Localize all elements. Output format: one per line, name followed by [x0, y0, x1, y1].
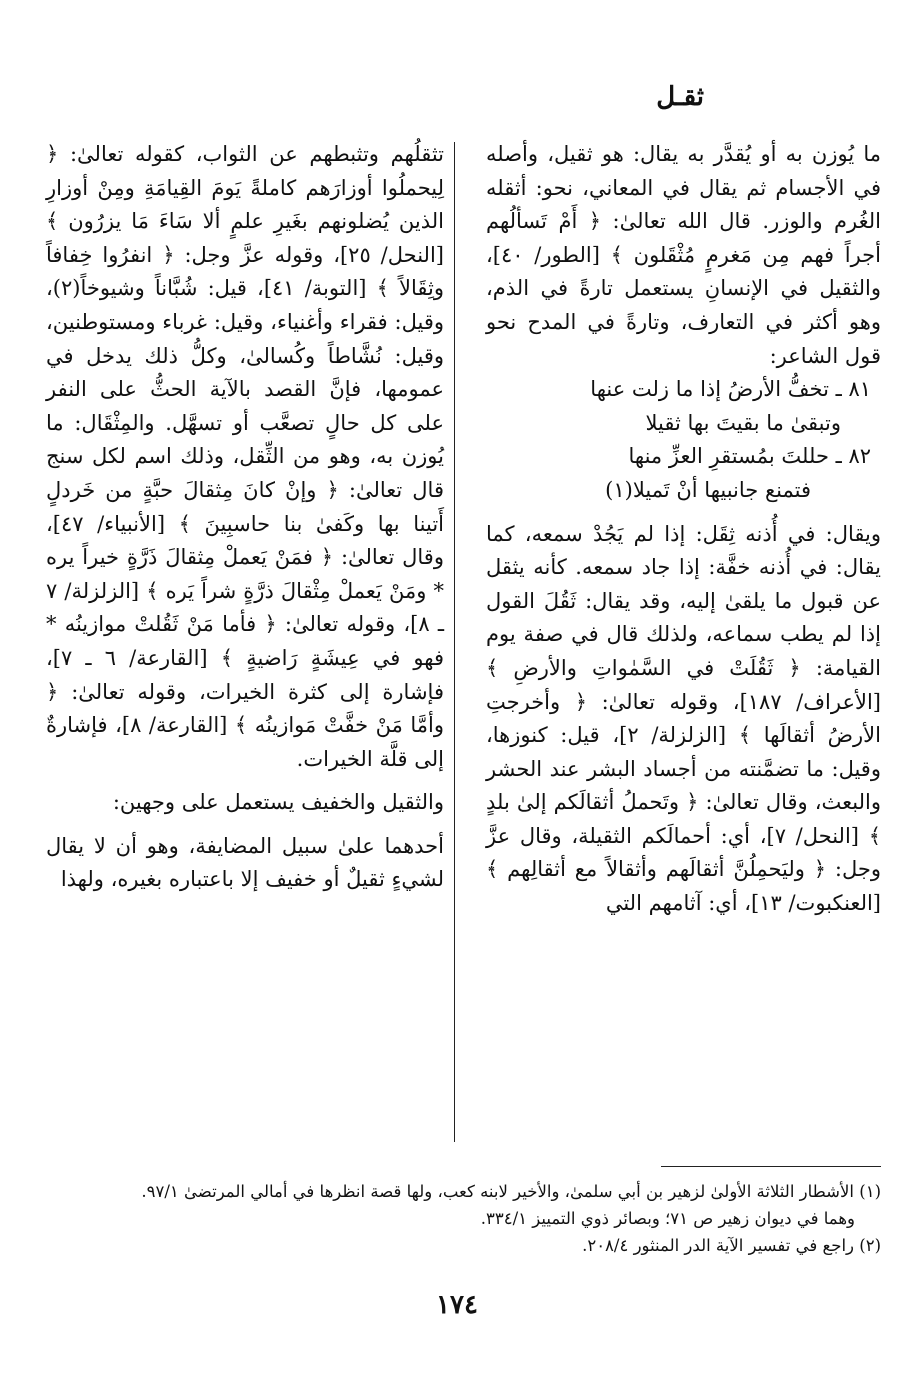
right-column — [486, 138, 881, 921]
footnotes — [31, 1178, 881, 1259]
spacer — [46, 820, 444, 830]
footnote-rule — [661, 1166, 881, 1167]
page-number: ١٧٤ — [436, 1290, 478, 1320]
spacer — [46, 776, 444, 786]
left-paragraph-1: تثقلُهم وتثبطهم عن الثواب، كقوله تعالىٰ: ﴿ لِيحملُوا أوزارَهم كاملةً يَومَ القِيامَةِ ومِنْ أوزارِ الذين يُضلونهم بغَيرِ علمٍ ألا سَاءَ مَا يزرُون ﴾ [النحل/ ٢٥]، وقوله عزَّ وجل: ﴿ انفرُوا خِفافاً وثِقَالاً ﴾ [التوبة/ ٤١]، قيل: شُبَّاناً وشيوخاً(٢)، وقيل: فقراء وأغنياء، وقيل: غرباء ومستوطنين، وقيل: نُشَّاطاً وكُسالىٰ، وكلُّ ذلك يدخل في عمومها، فإنَّ القصد بالآية الحثُّ على النفر على كل حالٍ تصعَّب أو تسهَّل. والمِثْقَال: ما يُوزن به، وهو من الثِّقل، وذلك اسم لكل سنج قال تعالىٰ: ﴿ وإنْ كانَ مِثقالَ حبَّةٍ من خَردلٍ أَتينا بها وكَفىٰ بنا حاسبِينَ ﴾ [الأنبياء/ ٤٧]، وقال تعالىٰ: ﴿ فمَنْ يَعملْ مِثقالَ ذَرَّةٍ خيراً يره * ومَنْ يَعملْ مِثْقالَ ذرَّةٍ شراً يَره ﴾ [الزلزلة/ ٧ ـ ٨]، وقوله تعالىٰ: ﴿ فأما مَنْ ثَقُلتْ موازينُه * فهو في عِيشَةٍ رَاضيةٍ ﴾ [القارعة/ ٦ ـ ٧]، فإشارة إلى كثرة الخيرات، وقوله تعالىٰ: ﴿ وأمَّا مَنْ خفَّتْ مَوازينُه ﴾ [القارعة/ ٨]، فإشارةٌ إلى قلَّة الخيرات. — [46, 142, 445, 771]
verse-82-first-hemistich: ٨٢ ـ حللتَ بمُستقرِ العزِّ منها — [628, 444, 871, 469]
right-paragraph-2: ويقال: في أُذنه ثِقَل: إذا لم يَجُدْ سمعه، كما يقال: في أُذنه خفَّة: إذا جاد سمعه. كأنه يثقل عن قبول ما يلقىٰ إليه، وقد يقال: ثَقُلَ القول إذا لم يطب سماعه، ولذلك قال في صفة يوم القيامة: ﴿ ثَقُلَتْ في السَّمٰواتِ والأرضِ ﴾ [الأعراف/ ١٨٧]، وقوله تعالىٰ: ﴿ وأخرجتِ الأرضُ أثقالَها ﴾ [الزلزلة/ ٢]، قيل: كنوزها، وقيل: ما تضمَّنته من أجساد البشر عند الحشر والبعث، وقال تعالىٰ: ﴿ وتَحملُ أثقالَكم إلىٰ بلدٍ ﴾ [النحل/ ٧]، أي: أحمالَكم الثقيلة، وقال عزَّ وجل: ﴿ وليَحمِلُنَّ أثقالَهم وأثقالاً مع أثقالِهم ﴾ [العنكبوت/ ١٣]، أي: آثامهم التي — [486, 521, 881, 916]
spacer — [486, 508, 881, 518]
footnote-1-line-2: وهما في ديوان زهير ص ٧١؛ وبصائر ذوي التمييز ٣٣٤/١. — [480, 1209, 855, 1228]
right-paragraph-1: ما يُوزن به أو يُقدَّر به يقال: هو ثقيل، وأصله في الأجسام ثم يقال في المعاني، نحو: أثقله الغُرم والوزر. قال الله تعالىٰ: ﴿ أَمْ تَسألُهم أجراً فهم مِن مَغرمٍ مُثْقَلون ﴾ [الطور/ ٤٠]، والثقيل في الإنسانِ يستعمل تارةً في الذم، وهو أكثر في التعارف، وتارةً في المدح نحو قول الشاعر: — [486, 142, 881, 368]
left-paragraph-3: أحدهما علىٰ سبيل المضايفة، وهو أن لا يقال لشيءٍ ثقيلٌ أو خفيف إلا باعتباره بغيره، ولهذا — [46, 833, 444, 892]
running-header: ثقـل — [656, 82, 704, 112]
verse-81-first-hemistich: ٨١ ـ تخفُّ الأرضُ إذا ما زلت عنها — [590, 377, 871, 402]
verse-81-second-hemistich: وتبقىٰ ما بقيتَ بها ثقيلا — [645, 410, 841, 435]
left-paragraph-2: والثقيل والخفيف يستعمل على وجهين: — [112, 790, 444, 815]
footnote-1-line-1: (١) الأشطار الثلاثة الأولىٰ لزهير بن أبي سلمىٰ، والأخير لابنه كعب، ولها قصة انظرها في أمالي المرتضىٰ ٩٧/١. — [141, 1182, 881, 1201]
verse-82-second-hemistich: فتمنع جانبيها أنْ تَميلا(١) — [605, 477, 811, 502]
left-column — [46, 138, 444, 897]
footnote-2: (٢) راجع في تفسير الآية الدر المنثور ٢٠٨/٤. — [582, 1236, 881, 1255]
column-divider — [454, 142, 455, 1142]
